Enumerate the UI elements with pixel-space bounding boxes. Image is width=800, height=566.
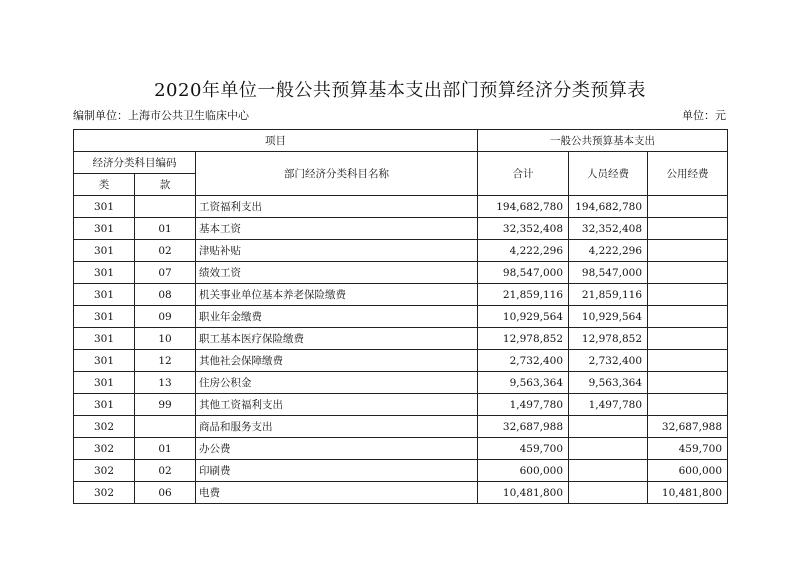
cell-kuan: 12 [135,350,196,372]
table-row [74,328,728,350]
cell-total: 459,700 [478,438,569,460]
cell-personnel: 1,497,780 [569,394,648,416]
cell-personnel [569,438,648,460]
cell-personnel: 10,929,564 [569,306,648,328]
cell-name: 机关事业单位基本养老保险缴费 [196,284,478,306]
header-item: 项目 [74,130,478,152]
cell-total: 10,929,564 [478,306,569,328]
cell-total: 12,978,852 [478,328,569,350]
cell-public: 600,000 [648,460,728,482]
cell-public [648,196,728,218]
cell-public: 459,700 [648,438,728,460]
cell-lei: 301 [74,240,135,262]
cell-kuan: 08 [135,284,196,306]
cell-lei: 302 [74,438,135,460]
cell-kuan: 10 [135,328,196,350]
header-econ-code: 经济分类科目编码 [74,152,196,174]
cell-total: 1,497,780 [478,394,569,416]
cell-lei: 301 [74,218,135,240]
table-row [74,350,728,372]
cell-lei: 302 [74,482,135,504]
cell-name: 绩效工资 [196,262,478,284]
cell-personnel: 98,547,000 [569,262,648,284]
cell-kuan: 02 [135,240,196,262]
cell-lei: 301 [74,350,135,372]
cell-personnel: 2,732,400 [569,350,648,372]
cell-public [648,394,728,416]
cell-kuan: 01 [135,438,196,460]
cell-personnel: 194,682,780 [569,196,648,218]
cell-personnel: 21,859,116 [569,284,648,306]
cell-name: 商品和服务支出 [196,416,478,438]
cell-kuan: 13 [135,372,196,394]
cell-lei: 302 [74,460,135,482]
cell-total: 9,563,364 [478,372,569,394]
cell-kuan: 02 [135,460,196,482]
cell-name: 职工基本医疗保险缴费 [196,328,478,350]
cell-name: 印刷费 [196,460,478,482]
cell-total: 32,687,988 [478,416,569,438]
cell-public [648,306,728,328]
table-row [74,416,728,438]
cell-personnel: 9,563,364 [569,372,648,394]
cell-personnel: 12,978,852 [569,328,648,350]
cell-lei: 301 [74,394,135,416]
page-title: 2020年单位一般公共预算基本支出部门预算经济分类预算表 [154,80,646,101]
cell-lei: 301 [74,196,135,218]
header-personnel: 人员经费 [569,152,648,196]
unit-label: 单位：元 [682,109,726,122]
cell-name: 电费 [196,482,478,504]
cell-personnel: 4,222,296 [569,240,648,262]
cell-personnel [569,416,648,438]
table-row [74,218,728,240]
header-lei: 类 [74,174,135,196]
cell-kuan: 07 [135,262,196,284]
cell-name: 基本工资 [196,218,478,240]
cell-personnel [569,482,648,504]
cell-total: 10,481,800 [478,482,569,504]
header-general-budget: 一般公共预算基本支出 [478,130,728,152]
cell-public [648,218,728,240]
table-row [74,460,728,482]
cell-kuan [135,196,196,218]
cell-public [648,350,728,372]
cell-public [648,284,728,306]
cell-total: 21,859,116 [478,284,569,306]
cell-public [648,372,728,394]
table-row [74,196,728,218]
header-kuan: 款 [135,174,196,196]
cell-public [648,240,728,262]
table-row [74,240,728,262]
cell-name: 住房公积金 [196,372,478,394]
cell-public [648,328,728,350]
cell-kuan: 09 [135,306,196,328]
cell-personnel: 32,352,408 [569,218,648,240]
table-row [74,262,728,284]
table-row [74,306,728,328]
cell-total: 4,222,296 [478,240,569,262]
cell-lei: 301 [74,284,135,306]
cell-total: 194,682,780 [478,196,569,218]
cell-name: 其他工资福利支出 [196,394,478,416]
cell-name: 津贴补贴 [196,240,478,262]
cell-name: 办公费 [196,438,478,460]
cell-name: 职业年金缴费 [196,306,478,328]
cell-kuan: 01 [135,218,196,240]
cell-lei: 302 [74,416,135,438]
cell-kuan [135,416,196,438]
budget-table [73,129,728,504]
cell-name: 其他社会保障缴费 [196,350,478,372]
cell-total: 2,732,400 [478,350,569,372]
cell-name: 工资福利支出 [196,196,478,218]
cell-personnel [569,460,648,482]
table-row [74,438,728,460]
cell-kuan: 06 [135,482,196,504]
cell-public: 32,687,988 [648,416,728,438]
table-row [74,372,728,394]
cell-lei: 301 [74,328,135,350]
cell-public [648,262,728,284]
table-row [74,482,728,504]
cell-lei: 301 [74,262,135,284]
header-total: 合计 [478,152,569,196]
table-row [74,284,728,306]
table-row [74,394,728,416]
header-public: 公用经费 [648,152,728,196]
cell-public: 10,481,800 [648,482,728,504]
cell-total: 98,547,000 [478,262,569,284]
cell-lei: 301 [74,372,135,394]
cell-total: 32,352,408 [478,218,569,240]
cell-lei: 301 [74,306,135,328]
org-label: 编制单位：上海市公共卫生临床中心 [73,109,249,122]
cell-kuan: 99 [135,394,196,416]
header-name: 部门经济分类科目名称 [196,152,478,196]
cell-total: 600,000 [478,460,569,482]
